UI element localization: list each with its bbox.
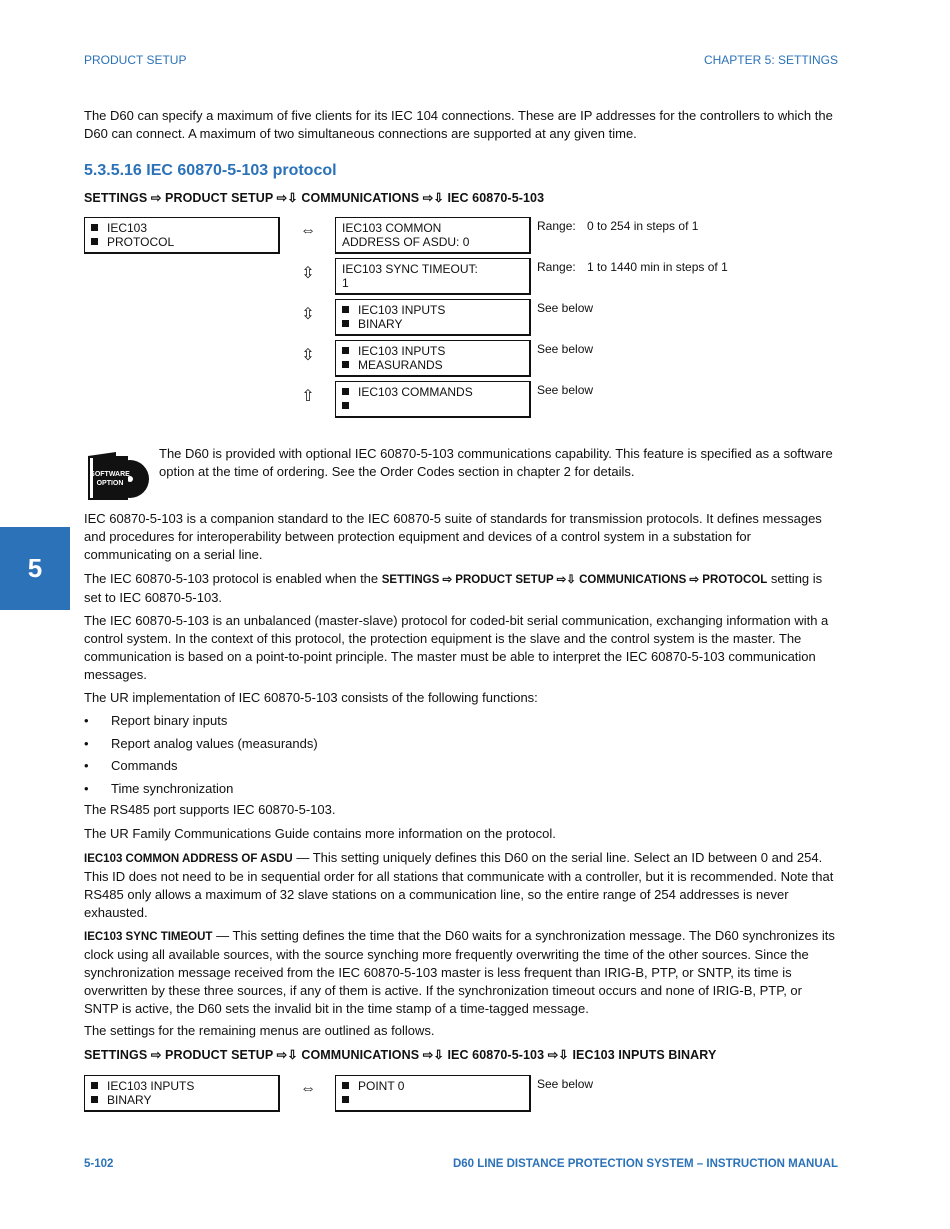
bullet-text: Time synchronization bbox=[111, 781, 234, 796]
note-value: See below bbox=[537, 342, 594, 356]
menu-box-item bbox=[335, 340, 531, 377]
note-value: 0 to 254 in steps of 1 bbox=[587, 219, 699, 233]
menu-box-item bbox=[335, 258, 531, 295]
bullet-square-icon bbox=[342, 320, 349, 327]
setting-path: SETTINGS ⇨ PRODUCT SETUP ⇨⇩ COMMUNICATIONS ⇨ PROTOCOL bbox=[381, 574, 768, 586]
note-value: 1 to 1440 min in steps of 1 bbox=[587, 260, 728, 274]
box-line: BINARY bbox=[358, 317, 403, 331]
bullet-square-icon bbox=[342, 1096, 349, 1103]
menu-note bbox=[537, 342, 593, 356]
bullet-text: Report binary inputs bbox=[111, 713, 228, 728]
arrow-up-down-icon: ⇳ bbox=[301, 347, 315, 364]
section-title: 5.3.5.16 IEC 60870-5-103 protocol bbox=[84, 162, 337, 179]
bullet-item: • Time synchronization bbox=[84, 781, 234, 796]
menu-note: See below bbox=[537, 1077, 594, 1091]
note-label: Range: bbox=[537, 219, 576, 233]
box-line: POINT 0 bbox=[358, 1079, 405, 1093]
paragraph bbox=[84, 570, 840, 607]
note-label: Range: bbox=[537, 260, 576, 274]
menu-box-point-0 bbox=[335, 1075, 531, 1112]
bullet-square-icon bbox=[342, 402, 349, 409]
paragraph: The IEC 60870-5-103 is an unbalanced (master-slave) protocol for coded-bit serial communication, exchanging information with a control system. In the context of this protocol, the protection equipment is the slave and the control system is the master. The communication is based on a point-to-point principle. The master must be able to interpret the IEC 60870-5-103 communication messages. bbox=[84, 613, 829, 682]
box-line: IEC103 INPUTS bbox=[358, 303, 446, 317]
menu-box-item bbox=[335, 299, 531, 336]
box-line: ADDRESS OF ASDU: 0 bbox=[342, 235, 470, 249]
bullet-square-icon bbox=[342, 388, 349, 395]
paragraph: The settings for the remaining menus are outlined as follows. bbox=[84, 1023, 435, 1038]
menu-note bbox=[537, 219, 698, 233]
bullet-square-icon bbox=[91, 224, 98, 231]
box-line: IEC103 COMMANDS bbox=[358, 385, 473, 399]
note-value: See below bbox=[537, 301, 594, 315]
intro-paragraph: The D60 can specify a maximum of five clients for its IEC 104 connections. These are IP addresses for the controllers to which the D60 can connect. A maximum of two simultaneous connections are supported at any given time. bbox=[84, 108, 833, 141]
bullet-item: • Report analog values (measurands) bbox=[84, 736, 318, 751]
menu-note bbox=[537, 383, 593, 397]
setting-name: IEC103 COMMON ADDRESS OF ASDU bbox=[84, 853, 293, 865]
menu-box-item bbox=[335, 381, 531, 418]
bullet-square-icon bbox=[342, 306, 349, 313]
box-line: IEC103 INPUTS bbox=[358, 344, 446, 358]
text: The IEC 60870-5-103 protocol is enabled when the bbox=[84, 571, 382, 586]
text: — This setting defines the time that the D60 waits for a synchronization message. The D60 synchronizes its clock using all available sources, with the source synching more frequently overwriting the time of the other sources. Since the synchronization message received from the IEC 60870-5-103 master is less frequent than IRIG-B, PTP, or SNTP, its time is overwritten by these three sources, if any of them is active. If the synchronization timeout occurs and none of IRIG-B, PTP, or SNTP is active, the D60 sets the invalid bit in the time stamp of a time-tagged message. bbox=[84, 928, 835, 1016]
paragraph bbox=[84, 849, 840, 922]
arrow-up-icon: ⇧ bbox=[301, 388, 315, 405]
menu-box-item bbox=[335, 217, 531, 254]
menu-note bbox=[537, 301, 593, 315]
bullet-square-icon bbox=[91, 238, 98, 245]
svg-text:SOFTWARE: SOFTWARE bbox=[90, 471, 130, 478]
bullet-square-icon bbox=[342, 361, 349, 368]
bullet-square-icon bbox=[342, 1082, 349, 1089]
software-option-note: The D60 is provided with optional IEC 60870-5-103 communications capability. This feature is specified as a software option at the time of ordering. See the Order Codes section in chapter 2 for details. bbox=[159, 446, 833, 479]
box-line: 1 bbox=[342, 276, 349, 290]
box-line: IEC103 INPUTS bbox=[107, 1079, 195, 1093]
box-line: IEC103 bbox=[107, 221, 148, 235]
bullet-square-icon bbox=[91, 1082, 98, 1089]
bullet-text: Report analog values (measurands) bbox=[111, 736, 318, 751]
note-value: See below bbox=[537, 383, 594, 397]
bullet-square-icon bbox=[91, 1096, 98, 1103]
footer-title: D60 LINE DISTANCE PROTECTION SYSTEM – INSTRUCTION MANUAL bbox=[452, 1158, 838, 1170]
arrow-left-right-icon: ⇔ bbox=[300, 1080, 316, 1097]
box-line: IEC103 COMMON bbox=[342, 221, 442, 235]
svg-text:OPTION: OPTION bbox=[96, 480, 124, 487]
setting-name: IEC103 SYNC TIMEOUT bbox=[84, 931, 213, 943]
menu-box-iec103-inputs-binary bbox=[84, 1075, 280, 1112]
menu-note bbox=[537, 260, 728, 274]
bullet-text: Commands bbox=[111, 758, 178, 773]
chapter-tab: 5 bbox=[0, 527, 70, 610]
box-line: PROTOCOL bbox=[107, 235, 175, 249]
box-line: MEASURANDS bbox=[358, 358, 443, 372]
header-chapter: CHAPTER 5: SETTINGS bbox=[703, 53, 838, 67]
bullet-item: • Commands bbox=[84, 758, 178, 773]
text: setting is set to IEC 60870-5-103. bbox=[84, 571, 823, 605]
paragraph: The RS485 port supports IEC 60870-5-103. bbox=[84, 802, 336, 817]
software-option-icon bbox=[86, 450, 150, 500]
text: — This setting uniquely defines this D60 on the serial line. Select an ID between 0 and 254. This ID does not need to be in sequential order for all stations that communicate with a controller, but it is recommended. Note that RS485 only allows a maximum of 32 slave stations on a communication line, so the entire range of 254 addresses is never exhausted. bbox=[84, 850, 834, 920]
paragraph: IEC 60870-5-103 is a companion standard to the IEC 60870-5 suite of standards for transmission protocols. It defines messages and procedures for interoperability between protection equipment and devices of a control system in a substation for communicating on a serial line. bbox=[84, 511, 822, 562]
bullet-square-icon bbox=[342, 347, 349, 354]
menu-box-iec103-protocol bbox=[84, 217, 280, 254]
box-line: BINARY bbox=[107, 1093, 152, 1107]
paragraph: The UR Family Communications Guide contains more information on the protocol. bbox=[84, 826, 556, 841]
menu-path-2: SETTINGS ⇨ PRODUCT SETUP ⇨⇩ COMMUNICATIONS ⇨⇩ IEC 60870-5-103 ⇨⇩ IEC103 INPUTS BINARY bbox=[84, 1048, 717, 1062]
footer-page-number: 5-102 bbox=[84, 1158, 114, 1170]
header-section: PRODUCT SETUP bbox=[84, 53, 187, 67]
arrow-up-down-icon: ⇳ bbox=[301, 306, 315, 323]
menu-path-1: SETTINGS ⇨ PRODUCT SETUP ⇨⇩ COMMUNICATIONS ⇨⇩ IEC 60870-5-103 bbox=[84, 191, 545, 205]
arrow-left-right-icon: ⇔ bbox=[300, 222, 316, 239]
box-line: IEC103 SYNC TIMEOUT: bbox=[342, 262, 478, 276]
paragraph bbox=[84, 927, 840, 1018]
arrow-up-down-icon: ⇳ bbox=[301, 265, 315, 282]
paragraph: The UR implementation of IEC 60870-5-103 consists of the following functions: bbox=[84, 690, 538, 705]
bullet-item: • Report binary inputs bbox=[84, 713, 228, 728]
